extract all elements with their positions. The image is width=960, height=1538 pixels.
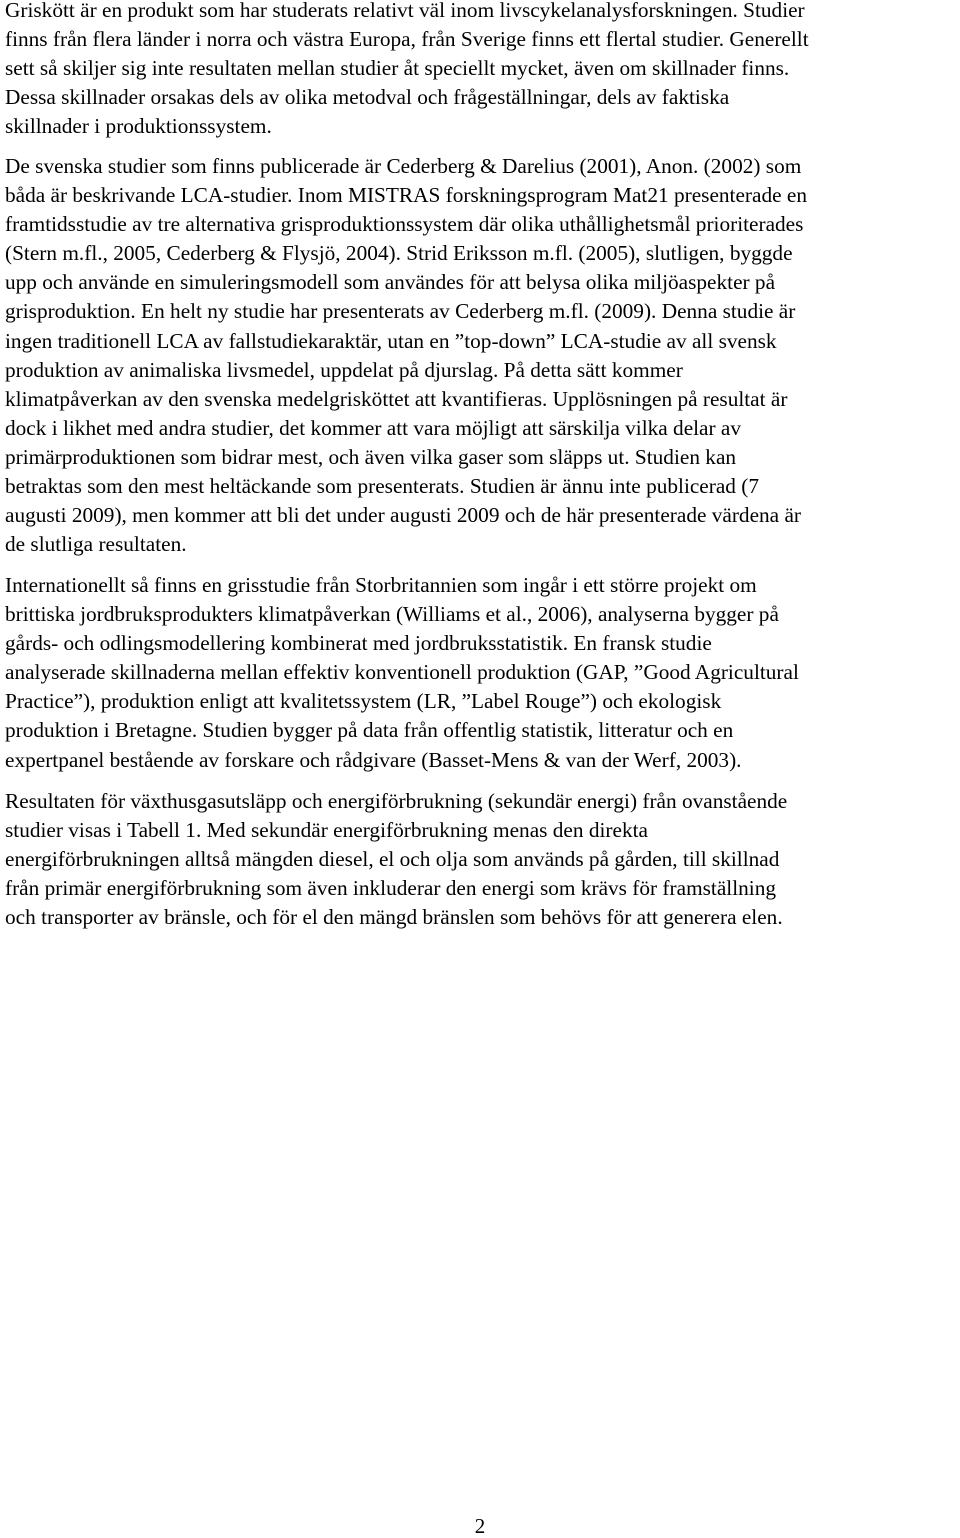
paragraph-intro	[5, 0, 809, 141]
text-line: klimatpåverkan av den svenska medelgrisköttet att kvantifieras. Upplösningen på resultat är	[5, 386, 788, 411]
text-line: sett så skiljer sig inte resultaten mellan studier åt speciellt mycket, även om skillnader finns.	[5, 56, 790, 81]
text-line: dock i likhet med andra studier, det kommer att vara möjligt att särskilja vilka delar av	[5, 415, 742, 440]
text-line: expertpanel bestående av forskare och rådgivare (Basset-Mens & van der Werf, 2003).	[5, 747, 742, 772]
text-line: Internationellt så finns en grisstudie från Storbritannien som ingår i ett större projekt om	[5, 573, 757, 597]
text-line: båda är beskrivande LCA-studier. Inom MISTRAS forskningsprogram Mat21 presenterade en	[5, 183, 807, 208]
text-line: augusti 2009), men kommer att bli det under augusti 2009 och de här presenterade värdena är	[5, 503, 802, 528]
text-line: studier visas i Tabell 1. Med sekundär energiförbrukning menas den direkta	[5, 818, 648, 843]
paragraph-swedish-studies	[5, 152, 807, 559]
text-line: skillnader i produktionssystem.	[5, 114, 272, 139]
text-line: finns från flera länder i norra och västra Europa, från Sverige finns ett flertal studier. Generellt	[5, 27, 809, 52]
text-line: primärproduktionen som bidrar mest, och även vilka gaser som släpps ut. Studien kan	[5, 444, 737, 469]
text-line: upp och använde en simuleringsmodell som användes för att belysa olika miljöaspekter på	[5, 270, 776, 295]
text-line: Dessa skillnader orsakas dels av olika metodval och frågeställningar, dels av faktiska	[5, 85, 730, 110]
text-line: gårds- och odlingsmodellering kombinerat med jordbruksstatistik. En fransk studie	[5, 631, 712, 656]
text-line: produktion av animaliska livsmedel, uppdelat på djurslag. På detta sätt kommer	[5, 357, 683, 382]
text-line: betraktas som den mest heltäckande som presenterats. Studien är ännu inte publicerad (7	[5, 474, 760, 499]
page-number: 2	[474, 1514, 486, 1538]
text-line: analyserade skillnaderna mellan effektiv konventionell produktion (GAP, ”Good Agricultural	[5, 660, 799, 685]
paragraph-international-studies	[5, 571, 799, 775]
text-line: de slutliga resultaten.	[5, 532, 187, 557]
text-line: De svenska studier som finns publicerade är Cederberg & Darelius (2001), Anon. (2002) som	[5, 154, 802, 178]
text-line: (Stern m.fl., 2005, Cederberg & Flysjö, 2004). Strid Eriksson m.fl. (2005), slutligen, byggde	[5, 241, 793, 266]
text-line: och transporter av bränsle, och för el den mängd bränslen som behövs för att generera elen.	[5, 905, 783, 930]
text-line: energiförbrukningen alltså mängden diesel, el och olja som används på gården, till skillnad	[5, 847, 780, 872]
text-line: ingen traditionell LCA av fallstudiekaraktär, utan en ”top-down” LCA-studie av all svensk	[5, 328, 777, 353]
text-line: Griskött är en produkt som har studerats relativt väl inom livscykelanalysforskningen. Studier	[5, 0, 805, 22]
text-line: brittiska jordbruksprodukters klimatpåverkan (Williams et al., 2006), analyserna bygger på	[5, 602, 779, 627]
text-line: Resultaten för växthusgasutsläpp och energiförbrukning (sekundär energi) från ovanstående	[5, 789, 788, 813]
paragraph-results	[5, 787, 787, 932]
text-line: Practice”), produktion enligt att kvalitetssystem (LR, ”Label Rouge”) och ekologisk	[5, 689, 722, 714]
text-line: från primär energiförbrukning som även inkluderar den energi som krävs för framställning	[5, 876, 776, 901]
text-line: framtidsstudie av tre alternativa grisproduktionssystem där olika uthållighetsmål prioriterades	[5, 212, 804, 237]
text-line: produktion i Bretagne. Studien bygger på data från offentlig statistik, litteratur och en	[5, 718, 734, 743]
text-line: grisproduktion. En helt ny studie har presenterats av Cederberg m.fl. (2009). Denna studie är	[5, 299, 796, 324]
